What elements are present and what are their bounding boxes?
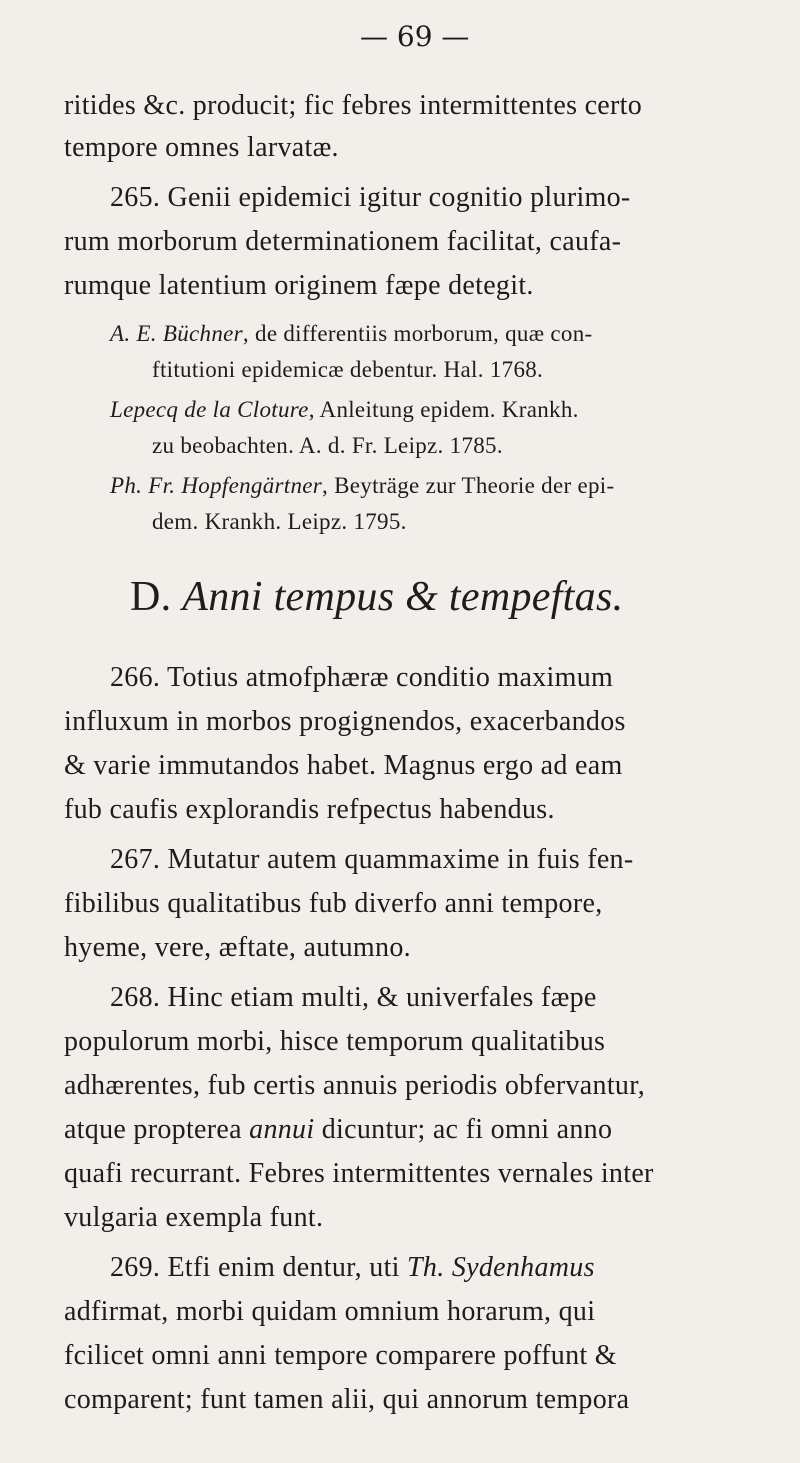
text-line-7: influxum in morbos progignendos, exacerbandos [64,706,626,737]
text-line-1: ritides &c. producit; fic febres intermittentes certo [64,90,643,121]
text-line-6: 266. Totius atmofphæræ conditio maximum [110,662,614,693]
reference-3-text: , Beyträge zur Theorie der epi- [322,473,615,498]
text-line-15: adhærentes, fub certis annuis periodis obfervantur, [64,1070,646,1101]
reference-1-cont: ftitutioni epidemicæ debentur. Hal. 1768. [152,357,544,382]
text-line-10: 267. Mutatur autem quammaxime in fuis fen- [110,844,634,875]
text-line-16-c: dicuntur; ac fi omni anno [314,1114,613,1145]
text-line-12: hyeme, vere, æftate, autumno. [64,932,411,963]
text-line-18: vulgaria exempla funt. [64,1202,324,1233]
text-line-3: 265. Genii epidemici igitur cognitio plurimo- [110,182,631,213]
reference-2-text: , Anleitung epidem. Krankh. [308,397,579,422]
section-heading-letter: D. [130,574,172,620]
page-number [360,20,469,53]
reference-3-author: Ph. Fr. Hopfengärtner [110,473,323,498]
text-line-19 [110,1254,595,1282]
page-number-text: — 69 — [360,20,470,53]
section-heading [130,576,623,618]
text-line-14: populorum morbi, hisce temporum qualitatibus [64,1026,606,1057]
text-line-20: adfirmat, morbi quidam omnium horarum, qui [64,1296,596,1327]
reference-2-cont: zu beobachten. A. d. Fr. Leipz. 1785. [152,433,503,458]
reference-1 [110,322,592,345]
text-line-13: 268. Hinc etiam multi, & univerfales fæpe [110,982,597,1013]
text-line-22: comparent; funt tamen alii, qui annorum tempora [64,1384,630,1415]
reference-3-cont: dem. Krankh. Leipz. 1795. [152,509,407,534]
text-line-19-italic: Th. Sydenhamus [407,1252,595,1283]
text-line-8: & varie immutandos habet. Magnus ergo ad eam [64,750,623,781]
reference-3 [110,474,614,497]
reference-2-author: Lepecq de la Cloture [110,397,309,422]
text-line-16 [64,1116,612,1144]
text-line-17: quafi recurrant. Febres intermittentes vernales inter [64,1158,654,1189]
text-line-21: fcilicet omni anni tempore comparere poffunt & [64,1340,617,1371]
reference-1-author: A. E. Büchner [110,321,243,346]
text-line-4: rum morborum determinationem facilitat, caufa- [64,226,622,257]
text-line-9: fub caufis explorandis refpectus habendus. [64,794,555,825]
text-line-16-a: atque propterea [64,1114,250,1145]
reference-1-text: , de differentiis morborum, quæ con- [242,321,593,346]
text-line-2: tempore omnes larvatæ. [64,132,339,163]
text-line-11: fibilibus qualitatibus fub diverfo anni tempore, [64,888,603,919]
text-line-5: rumque latentium originem fæpe detegit. [64,270,534,301]
text-line-16-italic: annui [249,1114,315,1145]
text-line-19-a: 269. Etfi enim dentur, uti [110,1252,408,1283]
reference-2 [110,398,579,421]
section-heading-title: Anni tempus & tempeftas. [182,574,624,620]
